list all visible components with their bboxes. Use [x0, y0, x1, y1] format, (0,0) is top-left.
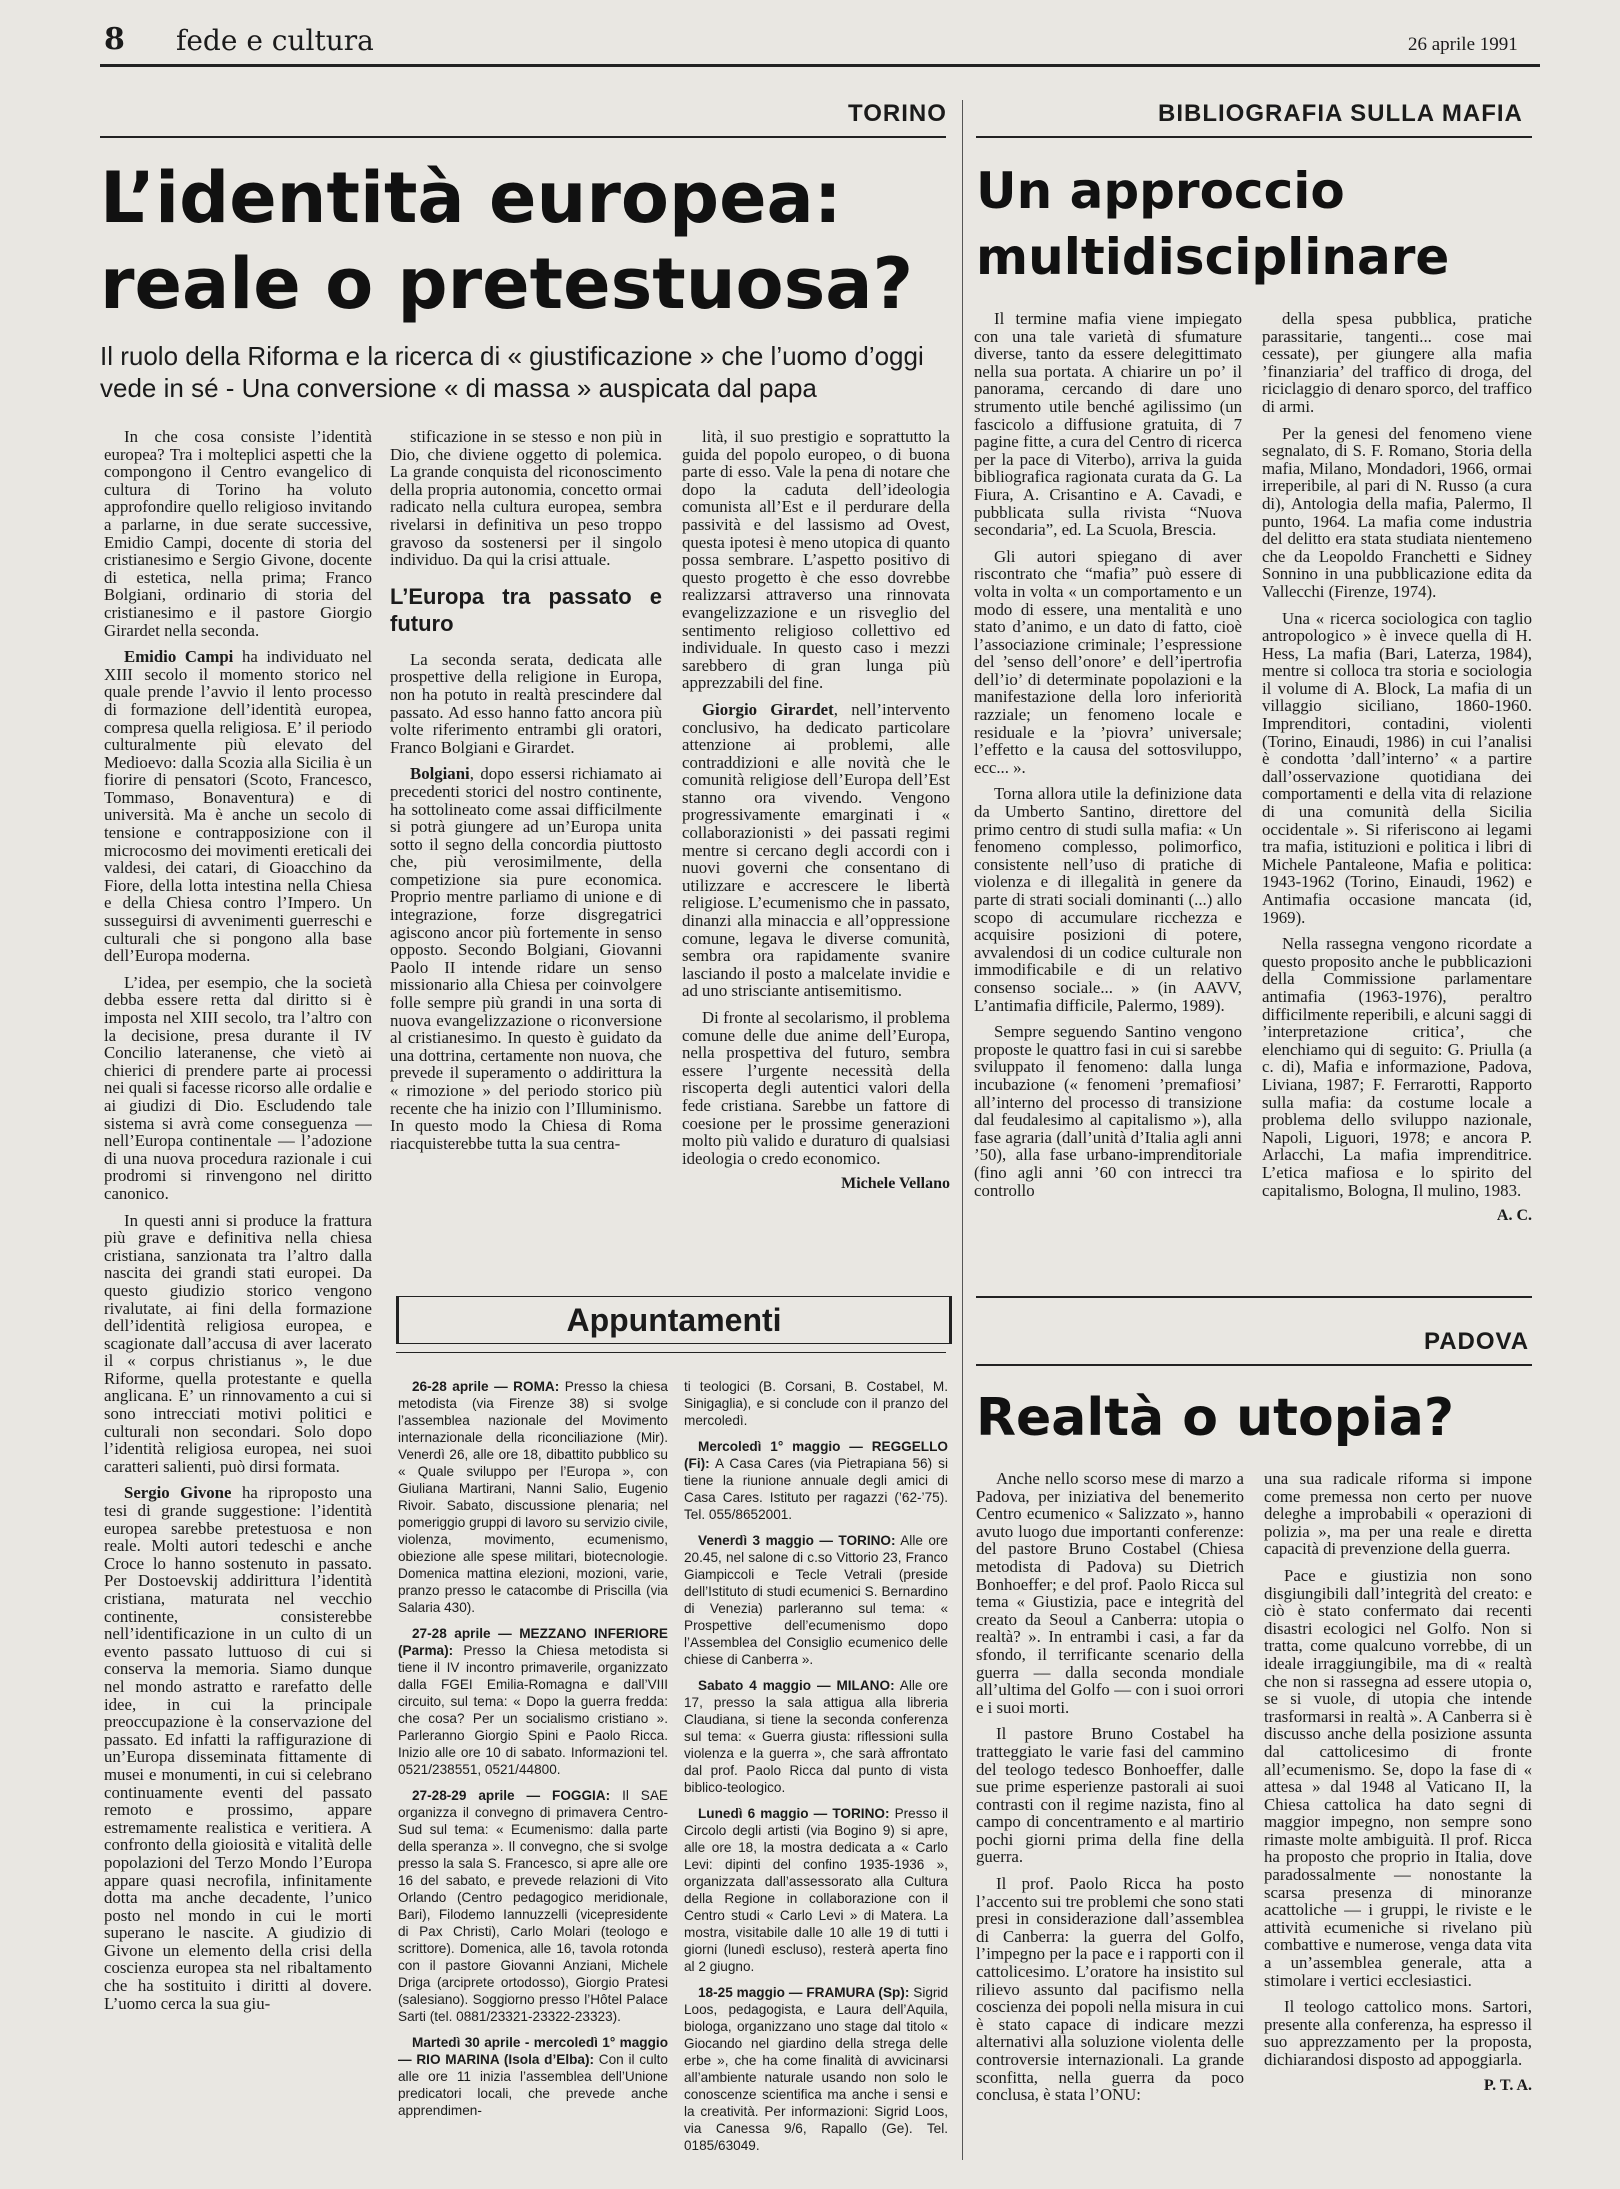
article1-title	[100, 152, 913, 330]
event-heading: Lunedì 6 maggio — TORINO:	[698, 1806, 890, 1821]
event-entry: Lunedì 6 maggio — TORINO: Presso il Circolo degli artisti (via Bogino 9) si apre, alle ore 18, la mostra dedicata a « Carlo Levi: dipinti del confino 1935-1936 », organizzata dall’assessorato alla Cultura della Regione in collaborazione con il Centro studi « Carlo Levi » di Matera. La mostra, visitabile dalle 10 alle 19 di tutti i giorni (lunedì escluso), resterà aperta fino al 2 giugno.	[684, 1806, 948, 1974]
article3-paragraph: Il prof. Paolo Ricca ha posto l’accento sui tre problemi che sono stati presi in considerazione dall’assemblea di Canberra: la guerra del Golfo, l’impegno per la pace e i rapporti con il cattolicesimo. L’oratore ha insistito sul rilievo assunto dal pacifismo nella coscienza dei popoli nella misura in cui è stato capace di indicare mezzi alternativi alla soluzione violenta delle controversie internazionali. La grande sconfitta, nella guerra da poco conclusa, è stata l’ONU:	[976, 1874, 1244, 2105]
article3-title: Realtà o utopia?	[976, 1388, 1455, 1448]
article1-paragraph: lità, il suo prestigio e soprattutto la guida del popolo europeo, o di buona parte di esso. Vale la pena di notare che dopo la caduta dell’ideologia comunista all’Est e il perdurare della passività e del lassismo ad Ovest, questa ipotesi è meno utopica di quanto possa sembrare. L’aspetto positivo di questo progetto è che esso dovrebbe realizzarsi attraverso una rinnovata evangelizzazione e un risveglio del sentimento religioso collettivo ed individuale. In questo caso i mezzi sarebbero di gran lunga più apprezzabili del fine.	[682, 428, 950, 693]
event-heading: 26-28 aprile — ROMA:	[412, 1379, 560, 1394]
article2-paragraph: della spesa pubblica, pratiche parassitarie, tangenti... cose mai cessate), per giungere alla mafia ’finanziaria’ del traffico di droga, del riciclaggio di denaro sporco, del traffico di armi.	[1262, 310, 1532, 416]
speaker-name: Sergio Givone	[124, 1483, 232, 1503]
article2-paragraph: Sempre seguendo Santino vengono proposte le quattro fasi in cui si sarebbe sviluppato il fenomeno: dalla lunga incubazione (« fenomeni ’premafiosi’ all’interno del processo di transizione dal feudalesimo al capitalismo »), alla fase agraria (dall’unità d’Italia agli anni ’50), alla fase urbano-imprenditoriale (fino agli anni ’60 con intrecci tra controllo	[974, 1022, 1242, 1200]
article3-paragraph: Il teologo cattolico mons. Sartori, presente alla conferenza, ha espresso il suo apprezzamento per la proposta, dichiarandosi disposto ad appoggiarla.	[1264, 1997, 1532, 2069]
article2-title-line1: Un approccio	[976, 162, 1345, 220]
article2-kicker: BIBLIOGRAFIA SULLA MAFIA	[1158, 100, 1523, 127]
article3-top-rule	[976, 1296, 1532, 1298]
article2-paragraph: Torna allora utile la definizione data da Umberto Santino, direttore del primo centro di studi sulla mafia: « Un fenomeno complesso, polimorfico, consistente nell’uso di pratiche di violenza e di illegalità in genere da parte di strati sociali dominanti (...) allo scopo di accumulare ricchezza e acquisire posizioni di potere, avvalendosi di un codice culturale non immodificabile e di un relativo consenso sociale... » (in AAVV, L’antimafia difficile, Palermo, 1989).	[974, 784, 1242, 1015]
article2-paragraph: Il termine mafia viene impiegato con una tale varietà di sfumature diverse, tanto da essere delegittimato nella sua portata. A chiarire un po’ il panorama, cercando di dare uno strumento utile benché agilissimo (un fascicolo a diffusione gratuita, di 7 pagine fitte, a cura del Centro di ricerca per la pace di Viterbo), arriva la guida bibliografica ragionata curata da G. La Fiura, A. Crisantino e A. Cavadi, e pubblicata sulla rivista “Nuova secondaria”, ed. La Scuola, Brescia.	[974, 310, 1242, 540]
article3-paragraph: una sua radicale riforma si impone come premessa non certo per nuove deleghe a improbabili « operazioni di polizia », ma per una reale e diretta capacità di prevenzione della guerra.	[1264, 1470, 1532, 1559]
article2-kicker-rule	[976, 136, 1532, 138]
article2-column-2	[1262, 310, 1532, 1270]
event-heading: 27-28 aprile — MEZZANO INFERIORE (Parma):	[398, 1626, 668, 1658]
article1-paragraph: L’idea, per esempio, che la società debba essere retta dal diritto si è imposta nel XIII secolo, tra l’altro con la decisione, presa durante il IV Concilio lateranense, che vietò ai chierici di prendere parte ai processi nei quali si facesse ricorso alle ordalie e ai giudizi di Dio. Escludendo tale sistema si avrà come conseguenza — nell’Europa continentale — l’adozione di una nuova procedura razionale i cui prodromi si rinvengono nel diritto canonico.	[104, 972, 372, 1203]
article1-signature: Michele Vellano	[841, 1175, 950, 1193]
event-heading: Mercoledì 1° maggio — REGGELLO (Fi):	[684, 1439, 948, 1471]
article1-paragraph: In che cosa consiste l’identità europea? Tra i molteplici aspetti che la compongono il Centro evangelico di cultura di Torino ha voluto approfondire quello religioso invitando a parlarne, in due serate successive, Emidio Campi, docente di storia del cristianesimo e Sergio Givone, docente di estetica, nella prima; Franco Bolgiani, ordinario di storia del cristianesimo e il pastore Giorgio Girardet nella seconda.	[104, 428, 372, 640]
article2-paragraph: Una « ricerca sociologica con taglio antropologico » è invece quella di H. Hess, La mafia (Bari, Laterza, 1984), mentre si colloca tra storia e sociologia il volume di A. Block, La mafia di un villaggio siciliano, 1860-1960. Imprenditori, contadini, violenti (Torino, Einaudi, 1986) in cui l’analisi è condotta ’dall’interno’ « a partire dall’osservazione quotidiana dei comportamenti e della vita di relazione di una comunità della Sicilia occidentale ». Si riferiscono ai legami tra mafia, istituzioni e politica i libri di Michele Pantaleone, Mafia e politica: 1943-1962 (Torino, Einaudi, 1962) e Antimafia occasione mancata (id, 1969).	[1262, 608, 1532, 927]
article1-column-2	[390, 428, 662, 1298]
event-entry: Martedì 30 aprile - mercoledì 1° maggio — RIO MARINA (Isola d’Elba): Con il culto alle ore 11 inizia l’assemblea dell’Unione predicatori locali, che prevede anche apprendimen-	[398, 2035, 668, 2118]
event-entry: 27-28 aprile — MEZZANO INFERIORE (Parma): Presso la Chiesa metodista si tiene il IV incontro primaverile, organizzato dalla FGEI Emilia-Romagna e dall’VIII circuito, sul tema: « Dopo la guerra fredda: che cosa? Per un socialismo cristiano ». Parleranno Giorgio Spini e Paolo Ricca. Inizio alle ore 10 di sabato. Informazioni tel. 0521/238551, 0521/44800.	[398, 1626, 668, 1777]
article1-column-3	[682, 428, 950, 1268]
article3-column-2	[1264, 1470, 1532, 2170]
event-heading: 18-25 maggio — FRAMURA (Sp):	[698, 1985, 910, 2000]
article1-paragraph: stificazione in se stesso e non più in Dio, che diviene oggetto di polemica. La grande conquista del riconoscimento della propria autonomia, concetto ormai radicato nella cultura europea, sembra rivelarsi in definitiva un peso troppo gravoso da sostenersi per il singolo individuo. Da qui la crisi attuale.	[390, 428, 662, 570]
article3-paragraph: Anche nello scorso mese di marzo a Padova, per iniziativa del benemerito Centro ecumenico « Salizzato », hanno avuto luogo due importanti conferenze: del pastore Bruno Costabel (Chiesa metodista di Padova) su Dietrich Bonhoeffer; e del prof. Paolo Ricca sul tema « Giustizia, pace e integrità del creato da Seoul a Canberra: utopia o realtà? ». In entrambi i casi, a far da sfondo, il terrificante scenario della guerra — dalla seconda mondiale all’ultima del Golfo — con i suoi orrori e i suoi morti.	[976, 1470, 1244, 1717]
event-heading: Venerdì 3 maggio — TORINO:	[698, 1533, 896, 1548]
article3-paragraph: Pace e giustizia non sono disgiungibili dall’integrità del creato: e ciò è stato confermato dai recenti disastri ecologici nel Golfo. Non si tratta, come qualcuno vorrebbe, di un ideale irraggiungibile, ma di « realtà che non si rassegna ad essere utopia o, se si vuole, di utopia che intende trasformarsi in realtà ». A Canberra si è discusso anche della posizione assunta dal cattolicesimo di fronte all’ecumenismo. Se, dopo la fase di « attesa » dal 1948 al Vaticano II, la Chiesa cattolica ha dato segni di maggior impegno, non sempre sono rimaste molte ambiguità. Il prof. Ricca ha proposto che proprio in Italia, dove paradossalmente — nonostante la scarsa presenza di minoranze acattoliche — i gruppi, le riviste e le attività ecumeniche si rivelano più combattive e numerose, venga data vita a un’assemblea generale, atta a stimolare i vertici ecclesiastici.	[1264, 1565, 1532, 1990]
article2-title	[976, 158, 1449, 290]
article1-title-line1: L’identità europea:	[100, 157, 842, 239]
appuntamenti-box	[396, 1296, 952, 1344]
article3-kicker-rule	[976, 1364, 1532, 1366]
appuntamenti-rule	[396, 1352, 946, 1353]
appuntamenti-column-2	[684, 1378, 948, 2178]
article1-paragraph: Sergio Givone ha riproposto una tesi di grande suggestione: l’identità europea sarebbe pretestuosa e non reale. Molti autori tedeschi e anche Croce lo hanno sostenuto in passato. Per Dostoevskij addirittura l’identità cristiana, maturata nel vecchio continente, consisterebbe nell’identificazione in un culto di un evento passato luttuoso di cui si conserva la memoria. Siamo dunque nel mondo astratto e rarefatto delle idee, in cui la principale preoccupazione è la conservazione del passato. Ed infatti la raffigurazione di un’Europa disseminata fittamente di musei e monumenti, in cui si celebrano continuamente eventi del passato remoto e prossimo, appare estremamente realistica e veritiera. A confronto della gioiosità e vitalità delle popolazioni del Terzo Mondo l’Europa appare quasi necrofila, infinitamente dotta ma anche decadente, l’unico posto nel mondo in cui le morti superano le nascite. A giudizio di Givone un elemento della crisi della coscienza europea sta nel ribaltamento che ha sostituito i diritti al dovere. L’uomo cerca la sua giu-	[104, 1483, 372, 2013]
speaker-name: Emidio Campi	[124, 647, 234, 667]
article1-subheading: L’Europa tra passato e futuro	[390, 583, 662, 636]
event-entry: Venerdì 3 maggio — TORINO: Alle ore 20.45, nel salone di c.so Vittorio 23, Franco Giampiccoli e Tecle Vetrali (preside dell’Istituto di studi ecumenici S. Bernardino di Venezia) parleranno sul tema: « Prospettive dell’ecumenismo dopo l’Assemblea del Consiglio ecumenico delle chiese di Canberra ».	[684, 1533, 948, 1667]
appuntamenti-column-1	[398, 1378, 668, 2178]
article2-paragraph: Gli autori spiegano di aver riscontrato che “mafia” può essere di volta in volta « un comportamento e un modo di essere, una mentalità e uno stato d’animo, e un dato di fatto, cioè l’associazione criminale; l’espressione del ’senso dell’onore’ e dell’ipertrofia dell’io’ di determinate popolazioni e la manifestazione della loro inferiorità razziale; un fenomeno locale e residuale e la ’piovra’ universale; l’effetto e la causa del sottosviluppo, ecc... ».	[974, 546, 1242, 777]
article1-paragraph: Bolgiani, dopo essersi richiamato ai precedenti storici del nostro continente, ha sottolineato come assai difficilmente si potrà giungere ad un’Europa unita sotto il segno della concordia piuttosto che, più verosimilmente, della competizione sia pure economica. Proprio mentre parliamo di unione e di integrazione, forze disgregatrici agiscono ancor più fortemente in senso opposto. Secondo Bolgiani, Giovanni Paolo II intende ridare un senso missionario alla Chiesa per coinvolgere folle sempre più grandi in una sorta di nuova evangelizzazione o riconversione al cristianesimo. In questo è guidato da una dottrina, certamente non nuova, che prevede il superamento o addirittura la « rimozione » del periodo storico più recente che ha inizio con l’Illuminismo. In questo modo la Chiesa di Roma riacquisterebbe tutta la sua centra-	[390, 764, 662, 1153]
article1-paragraph: La seconda serata, dedicata alle prospettive della religione in Europa, non ha potuto in realtà prescindere dal passato. Ad esso hanno fatto ancora più volte riferimento entrambi gli oratori, Franco Bolgiani e Girardet.	[390, 649, 662, 757]
article2-paragraph: Per la genesi del fenomeno viene segnalato, di S. F. Romano, Storia della mafia, Milano, Mondadori, 1966, ormai irreperibile, al pari di N. Russo (a cura di), Antologia della mafia, Palermo, Il punto, 1964. La mafia come industria del delitto era stata studiata nientemeno che da Leopoldo Franchetti e Sidney Sonnino in una pubblicazione edita da Vallecchi (Firenze, 1974).	[1262, 423, 1532, 601]
event-entry: 18-25 maggio — FRAMURA (Sp): Sigrid Loos, pedagogista, e Laura dell’Aquila, biologa, organizzano uno stage dal titolo « Giocando nel giardino della strega delle erbe », che ha come finalità di avvicinarsi all’ambiente naturale usando non solo le conoscenze scientifica ma anche i sensi e la creatività. Per informazioni: Sigrid Loos, via Canessa 9/6, Rapallo (Ge). Tel. 0185/63049.	[684, 1985, 948, 2153]
article1-paragraph: Giorgio Girardet, nell’intervento conclusivo, ha dedicato particolare attenzione ai problemi, alle contraddizioni e alle novità che le comunità religiose dell’Europa dell’Est stanno ora vivendo. Vengono progressivamente emarginati i « collaborazionisti » dei passati regimi mentre si cercano degli accordi con i nuovi governi che consentano di utilizzare e accrescere le libertà religiose. L’ecumenismo che in passato, dinanzi alla minaccia e all’oppressione comune, legava le diverse comunità, sembra ora rapidamente svanire lasciando il posto a malcelate invidie e ad uno strisciante antisemitismo.	[682, 699, 950, 1001]
article3-kicker: PADOVA	[1424, 1328, 1530, 1355]
event-entry: ti teologici (B. Corsani, B. Costabel, M. Sinigaglia), e si conclude con il pranzo del mercoledì.	[684, 1379, 948, 1428]
article3-paragraph: Il pastore Bruno Costabel ha tratteggiato le varie fasi del cammino del teologo tedesco Bonhoeffer, dalle sue prime esperienze pastorali ai suoi contrasti con il regime nazista, fino al campo di concentramento e al martirio pochi giorni prima della fine della guerra.	[976, 1724, 1244, 1867]
event-heading: Martedì 30 aprile - mercoledì 1° maggio — RIO MARINA (Isola d’Elba):	[398, 2035, 668, 2067]
event-entry: Sabato 4 maggio — MILANO: Alle ore 17, presso la sala attigua alla libreria Claudiana, si tiene la seconda conferenza sul tema: « Guerra giusta: riflessioni sulla violenza e la guerra », che sarà affrontato dal prof. Paolo Ricca dal punto di vista biblico-teologico.	[684, 1678, 948, 1795]
article1-kicker: TORINO	[848, 100, 947, 127]
article2-column-1	[974, 310, 1242, 1290]
article1-paragraph: Di fronte al secolarismo, il problema comune delle due anime dell’Europa, nella prospettiva del futuro, sembra essere l’urgente necessità della riscoperta degli autentici valori della fede cristiana. Sarebbe un fattore di coesione per le prossime generazioni molto più valido e duraturo di qualsiasi ideologia o credo economico.	[682, 1008, 950, 1168]
event-entry: Mercoledì 1° maggio — REGGELLO (Fi): A Casa Cares (via Pietrapiana 56) si tiene la riunione annuale degli amici di Casa Cares. Istituto per ragazzi (’62-’75). Tel. 055/8652001.	[684, 1439, 948, 1522]
event-heading: Sabato 4 maggio — MILANO:	[698, 1678, 895, 1693]
header-rule	[100, 64, 1540, 67]
article3-signature: P. T. A.	[1483, 2076, 1532, 2094]
article1-kicker-rule	[100, 136, 946, 138]
event-entry: 27-28-29 aprile — FOGGIA: Il SAE organizza il convegno di primavera Centro-Sud sul tema: « Ecumenismo: dalla parte della speranza ». Il convegno, che si svolge presso la sala S. Francesco, si apre alle ore 16 del sabato, e prevede relazioni di Vito Orlando (Centro pedagogico meridionale, Bari), Filodemo Iannuzzelli (vicepresidente di Pax Christi), Carlo Molari (teologo e scrittore). Domenica, alle 16, tavola rotonda con il pastore Giovanni Anziani, Michele Driga (arciprete ortodosso), Giorgio Pratesi (salesiano). Soggiorno presso l’Hôtel Palace Sarti (tel. 0881/23321-23322-23323).	[398, 1788, 668, 2024]
column-divider	[962, 100, 963, 2160]
article1-paragraph: In questi anni si produce la frattura più grave e definitiva nella chiesa cristiana, sanzionata tra l’altro dalla nascita dei grandi stati europei. Da questo giudizio storico vengono rivalutate, ai fini della formazione dell’identità religiosa europea, e scagionate dall’accusa di aver lacerato il « corpus christianus », le due Riforme, quella protestante e quella anglicana. E’ un rinnovamento a cui si sono intrecciati motivi politici e culturali non secondari. Solo dopo l’identità religiosa europea, nei suoi caratteri salienti, può dirsi formata.	[104, 1210, 372, 1476]
event-heading: 27-28-29 aprile — FOGGIA:	[412, 1788, 611, 1803]
issue-date: 26 aprile 1991	[1408, 34, 1518, 55]
speaker-name: Bolgiani	[410, 764, 470, 784]
article2-paragraph: Nella rassegna vengono ricordate a questo proposito anche le pubblicazioni della Commissione parlamentare antimafia (1963-1976), peraltro difficilmente reperibili, e alcuni saggi di ’interpretazione critica’, che elenchiamo qui di seguito: G. Priulla (a c. di), Mafia e informazione, Padova, Liviana, 1987; F. Ferrarotti, Rapporto sulla mafia: da costume locale a problema dello sviluppo nazionale, Napoli, Liguori, 1978; e ancora P. Arlacchi, La mafia imprenditrice. L’etica mafiosa e lo spirito del capitalismo, Bologna, Il mulino, 1983.	[1262, 934, 1532, 1200]
article1-subtitle: Il ruolo della Riforma e la ricerca di « giustificazione » che l’uomo d’oggi vede in sé - Una conversione « di massa » auspicata dal papa	[100, 341, 924, 403]
article3-column-1	[976, 1470, 1244, 2170]
section-title: fede e cultura	[176, 24, 374, 57]
speaker-name: Giorgio Girardet	[702, 699, 834, 719]
article1-column-1	[104, 428, 372, 2188]
article1-paragraph: Emidio Campi ha individuato nel XIII secolo il momento storico nel quale prende l’avvio il lento processo di formazione dell’identità europea, compresa quella religiosa. E’ il periodo culturalmente più elevato del Medioevo: dalla Scozia alla Sicilia è un fiorire di pensatori (Scoto, Francesco, Tommaso, Bonaventura) e di università. Ma è anche un secolo di tensione e contrapposizione con il microcosmo dei movimenti ereticali dei valdesi, dei catari, di Gioacchino da Fiore, della lotta intestina nella Chiesa e della Chiesa contro l’Impero. Un susseguirsi di avvenimenti guerreschi e culturali che si pongono alla base dell’Europa moderna.	[104, 647, 372, 966]
appuntamenti-title: Appuntamenti	[566, 1302, 782, 1338]
page-number: 8	[104, 22, 125, 57]
article1-title-line2: reale o pretestuosa?	[100, 243, 914, 325]
event-entry: 26-28 aprile — ROMA: Presso la chiesa metodista (via Firenze 38) si svolge l’assemblea nazionale del Movimento internazionale della riconciliazione (Mir). Venerdì 26, alle ore 18, dibattito pubblico su « Quale sviluppo per l’Europa », con Giuliana Martirani, Nanni Salio, Eugenio Rivoir. Sabato, discussione plenaria; nel pomeriggio gruppi di lavoro su servizio civile, violenza, movimento, ecumenismo, obiezione alle spese militari, biotecnologie. Domenica mattina elezioni, mozioni, varie, pranzo presso le catacombe di Priscilla (via Salaria 430).	[398, 1379, 668, 1615]
article2-signature: A. C.	[1496, 1207, 1532, 1225]
article2-title-line2: multidisciplinare	[976, 228, 1450, 286]
